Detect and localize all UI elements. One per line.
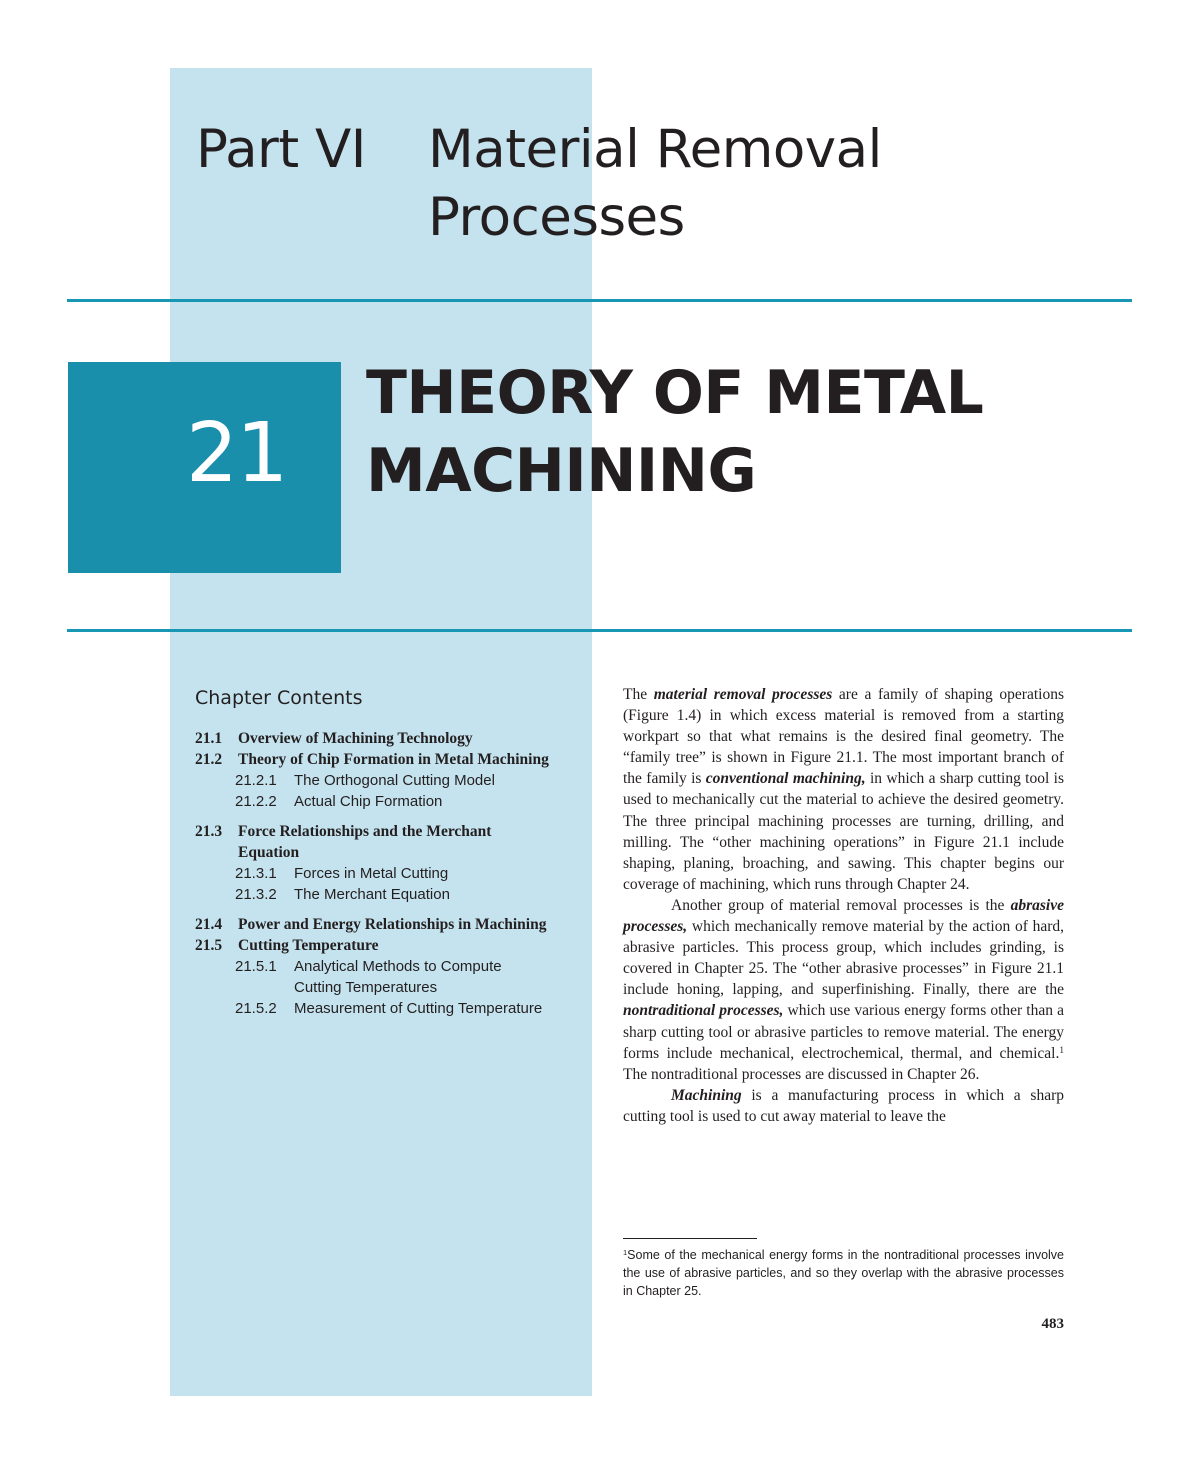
toc-item-title: Cutting Temperatures — [294, 979, 438, 996]
toc-item[interactable] — [195, 770, 580, 791]
toc-item-number: 21.3.2 — [235, 886, 277, 903]
toc-item-number: 21.3 — [195, 823, 223, 840]
contents-heading: Chapter Contents — [195, 687, 363, 709]
toc-item-number: 21.3.1 — [235, 865, 277, 882]
term-conventional-machining: conventional machining, — [705, 770, 866, 788]
top-divider — [67, 299, 1132, 302]
toc-item-number: 21.5.2 — [235, 1000, 277, 1017]
term-material-removal: material removal processes — [653, 686, 833, 703]
chapter-title: THEORY OF METAL MACHINING — [366, 358, 984, 506]
toc-item-title: Cutting Temperature — [238, 937, 379, 954]
text-run: is a manufacturing process in which a sharp cutting tool is used to cut away material to leave the — [623, 1086, 1064, 1125]
text-run: are a family of shaping operations (Figure 1.4) in which excess material is removed from a starting workpart so that what remains is the desired final geometry. The “family tree” is shown in Figure 21.1. The most important branch of the family is — [623, 686, 1064, 788]
toc-item-number: 21.5 — [195, 937, 223, 954]
term-nontraditional-processes: nontraditional processes, — [623, 1002, 784, 1020]
text-run: Another group of material removal processes is the — [671, 896, 1011, 914]
toc-item[interactable] — [195, 749, 580, 770]
toc-item-title: The Merchant Equation — [294, 886, 450, 903]
toc-item-number: 21.2.1 — [235, 772, 277, 789]
text-run: The — [623, 686, 654, 703]
toc-item-title: Analytical Methods to Compute — [294, 958, 502, 975]
paragraph-1 — [623, 684, 1064, 895]
text-run: in which a sharp cutting tool is used to mechanically cut the material to achieve the desired geometry. The three principal machining processes are turning, drilling, and milling. The “other machining operations” in Figure 21.1 include shaping, planing, broaching, and sawing. This chapter begins our coverage of machining, which runs through Chapter 24. — [623, 770, 1064, 893]
toc-item[interactable] — [195, 728, 580, 749]
table-of-contents — [195, 728, 580, 1019]
toc-item[interactable] — [195, 914, 580, 935]
chapter-number: 21 — [186, 406, 287, 501]
part-title: Material Removal Processes — [428, 119, 882, 248]
toc-item-number: 21.1 — [195, 730, 223, 747]
footnote — [623, 1246, 1064, 1300]
footnote-divider — [623, 1238, 757, 1239]
toc-item[interactable] — [195, 842, 580, 863]
text-run: The nontraditional processes are discussed in Chapter 26. — [623, 1065, 980, 1083]
toc-item[interactable] — [195, 977, 580, 998]
toc-item[interactable] — [195, 884, 580, 905]
toc-item-title: Theory of Chip Formation in Metal Machining — [238, 751, 549, 768]
toc-item-title: Force Relationships and the Merchant — [238, 823, 492, 840]
part-label: Part VI — [196, 119, 366, 180]
page-number: 483 — [1041, 1316, 1064, 1332]
toc-item-title: Overview of Machining Technology — [238, 730, 473, 747]
toc-item-number: 21.2 — [195, 751, 223, 768]
toc-item-number: 21.4 — [195, 916, 223, 933]
body-text — [623, 684, 1064, 1127]
toc-item-number: 21.2.2 — [235, 793, 277, 810]
term-machining: Machining — [671, 1086, 742, 1104]
paragraph-3 — [623, 1085, 1064, 1127]
toc-item-number: 21.5.1 — [235, 958, 277, 975]
toc-item[interactable] — [195, 935, 580, 956]
toc-item[interactable] — [195, 863, 580, 884]
toc-item[interactable] — [195, 956, 580, 977]
toc-item-title: The Orthogonal Cutting Model — [294, 772, 495, 789]
footnote-marker: 1 — [623, 1247, 628, 1257]
toc-item[interactable] — [195, 998, 580, 1019]
toc-item-title: Equation — [238, 844, 300, 861]
toc-item-title: Actual Chip Formation — [294, 793, 443, 810]
bottom-divider — [67, 629, 1132, 632]
text-run: which use various energy forms other than a sharp cutting tool or abrasive particles to remove material. The energy forms include mechanical, electrochemical, thermal, and chemical. — [623, 1002, 1064, 1062]
toc-item-title: Forces in Metal Cutting — [294, 865, 449, 882]
text-run: which mechanically remove material by the action of hard, abrasive particles. This process group, which includes grinding, is covered in Chapter 25. The “other abrasive processes” in Figure 21.1 include honing, lapping, and superfinishing. Finally, there are the — [623, 918, 1064, 999]
term-abrasive-processes: abrasive processes, — [623, 896, 1064, 936]
footnote-text: Some of the mechanical energy forms in the nontraditional processes involve the use of abrasive particles, and so they overlap with the abrasive processes in Chapter 25. — [623, 1248, 1064, 1298]
toc-item-title: Power and Energy Relationships in Machining — [238, 916, 547, 933]
paragraph-2 — [623, 895, 1064, 1085]
toc-item-title: Measurement of Cutting Temperature — [294, 1000, 543, 1017]
toc-item[interactable] — [195, 821, 580, 842]
footnote-ref[interactable]: 1 — [1059, 1045, 1064, 1056]
toc-item[interactable] — [195, 791, 580, 812]
